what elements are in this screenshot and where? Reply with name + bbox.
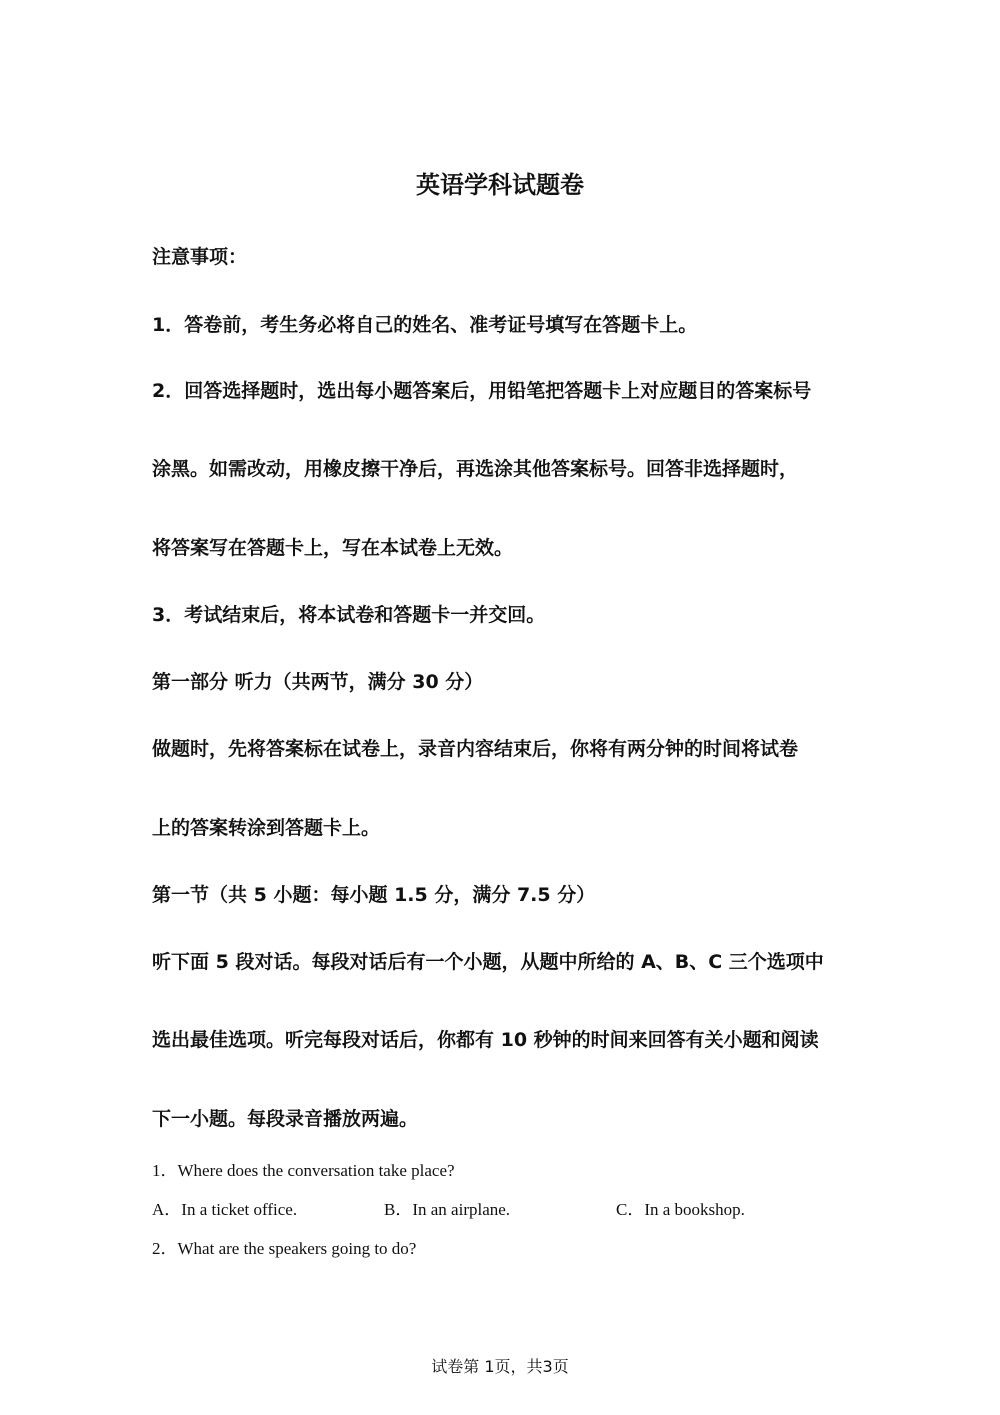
- notice-heading: 注意事项：: [152, 246, 248, 268]
- section-1-instruction-line-1: 听下面 5 段对话。每段对话后有一个小题，从题中所给的 A、B、C 三个选项中: [152, 951, 824, 973]
- question-1-stem: 1．Where does the conversation take place?: [152, 1161, 455, 1180]
- question-1-option-b: B．In an airplane.: [384, 1200, 511, 1219]
- page-footer: 试卷第 1页，共3页: [431, 1357, 569, 1376]
- section-1-heading: 第一节（共 5 小题：每小题 1.5 分，满分 7.5 分）: [152, 884, 596, 906]
- section-1-instruction-line-3: 下一小题。每段录音播放两遍。: [152, 1108, 419, 1130]
- notice-item-2-line-3: 将答案写在答题卡上，写在本试卷上无效。: [152, 537, 514, 559]
- part-1-instruction-line-1: 做题时，先将答案标在试卷上，录音内容结束后，你将有两分钟的时间将试卷: [152, 738, 799, 760]
- page-title: 英语学科试题卷: [416, 171, 584, 199]
- question-2-stem: 2．What are the speakers going to do?: [152, 1239, 417, 1258]
- part-1-instruction-line-2: 上的答案转涂到答题卡上。: [152, 817, 381, 839]
- notice-item-2-line-1: 2．回答选择题时，选出每小题答案后，用铅笔把答题卡上对应题目的答案标号: [152, 380, 812, 402]
- section-1-instruction-line-2: 选出最佳选项。听完每段对话后，你都有 10 秒钟的时间来回答有关小题和阅读: [152, 1029, 819, 1051]
- question-1-option-a: A．In a ticket office.: [152, 1200, 298, 1219]
- notice-item-1: 1．答卷前，考生务必将自己的姓名、准考证号填写在答题卡上。: [152, 314, 698, 336]
- question-1-option-c: C．In a bookshop.: [616, 1200, 745, 1219]
- part-1-heading: 第一部分 听力（共两节，满分 30 分）: [152, 671, 484, 693]
- notice-item-2-line-2: 涂黑。如需改动，用橡皮擦干净后，再选涂其他答案标号。回答非选择题时，: [152, 458, 799, 480]
- notice-item-3: 3．考试结束后，将本试卷和答题卡一并交回。: [152, 604, 546, 626]
